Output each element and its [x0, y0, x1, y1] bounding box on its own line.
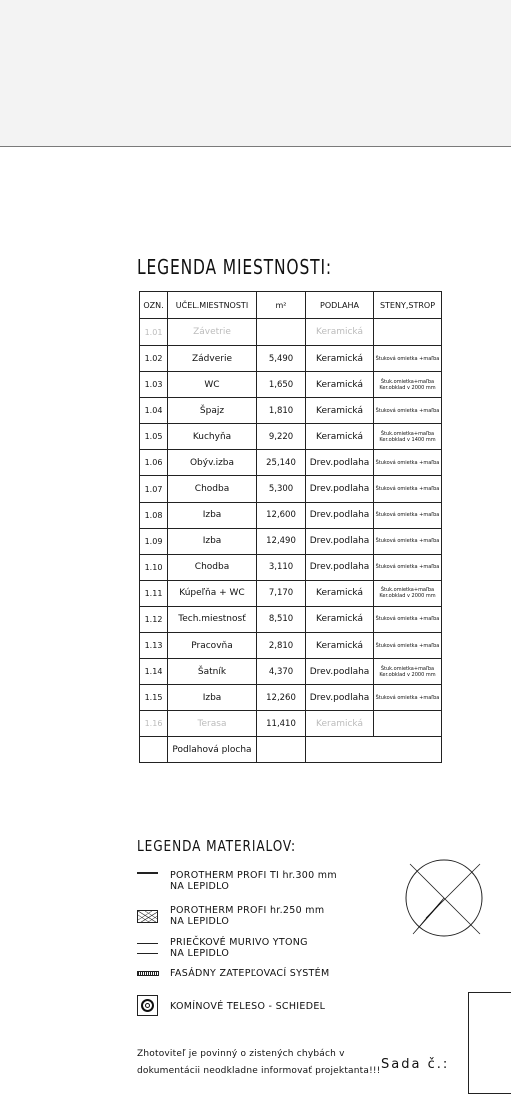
column-header: OZN.	[140, 292, 168, 319]
column-header: UČEL.MIESTNOSTI	[168, 292, 257, 319]
material-label: POROTHERM PROFI TI hr.300 mm NA LEPIDLO	[170, 870, 337, 892]
cell-floor: Drev.podlaha	[306, 450, 374, 476]
cell-walls: Štuk.omietka+maľba Ker.obklad v 2000 mm	[374, 580, 442, 606]
table-row	[140, 476, 442, 502]
cell-area: 1,650	[257, 372, 306, 398]
table-row	[140, 450, 442, 476]
cell-code: 1.15	[140, 685, 168, 711]
cell-name: Kuchyňa	[168, 424, 257, 450]
table-row	[140, 711, 442, 737]
cell-floor: Keramická	[306, 424, 374, 450]
cell-area: 8,510	[257, 606, 306, 632]
cell-floor: Drev.podlaha	[306, 685, 374, 711]
table-row	[140, 580, 442, 606]
cell-walls: Štuk.omietka+maľba Ker.obklad v 2000 mm	[374, 372, 442, 398]
cell-floor: Keramická	[306, 319, 374, 346]
table-row	[140, 528, 442, 554]
cell-floor: Keramická	[306, 398, 374, 424]
cell-walls: Štuk.omietka+maľba Ker.obklad v 1400 mm	[374, 424, 442, 450]
cell-code: 1.08	[140, 502, 168, 528]
table-row	[140, 398, 442, 424]
cell-floor: Drev.podlaha	[306, 528, 374, 554]
cell-walls: Štuková omietka +maľba	[374, 476, 442, 502]
table-row	[140, 319, 442, 346]
cell-name: Zádverie	[168, 346, 257, 372]
chimney-icon	[137, 995, 158, 1016]
cell-name: Závetrie	[168, 319, 257, 346]
cell-area	[257, 319, 306, 346]
cell-name: Izba	[168, 502, 257, 528]
room-legend-title: LEGENDA MIESTNOSTI:	[137, 255, 332, 279]
striped-bar-icon	[137, 971, 159, 976]
material-label: PRIEČKOVÉ MURIVO YTONG NA LEPIDLO	[170, 937, 308, 959]
cell-floor: Keramická	[306, 372, 374, 398]
double-line-icon	[137, 943, 158, 944]
material-legend-title: LEGENDA MATERIALOV:	[137, 837, 297, 855]
room-legend-table	[139, 291, 442, 763]
table-row	[140, 606, 442, 632]
cell-area: 12,600	[257, 502, 306, 528]
cell-walls: Štuková omietka +maľba	[374, 346, 442, 372]
cell-code: 1.13	[140, 633, 168, 659]
total-row	[140, 737, 442, 763]
cell-area: 12,490	[257, 528, 306, 554]
cell-floor: Keramická	[306, 346, 374, 372]
cell-name: Izba	[168, 685, 257, 711]
cell-code: 1.11	[140, 580, 168, 606]
cell-area: 2,810	[257, 633, 306, 659]
cell-code: 1.04	[140, 398, 168, 424]
title-block-frame	[468, 992, 511, 1094]
table-row	[140, 633, 442, 659]
cell-walls: Štuková omietka +maľba	[374, 528, 442, 554]
cell-name: Chodba	[168, 554, 257, 580]
cell-name: Terasa	[168, 711, 257, 737]
material-label: FASÁDNY ZATEPĽOVACÍ SYSTÉM	[170, 968, 330, 979]
cell-code: 1.14	[140, 659, 168, 685]
table-row	[140, 502, 442, 528]
cell-area: 1,810	[257, 398, 306, 424]
cell-floor: Drev.podlaha	[306, 502, 374, 528]
table-row	[140, 372, 442, 398]
cell-area: 5,300	[257, 476, 306, 502]
cell-area: 5,490	[257, 346, 306, 372]
table-row	[140, 659, 442, 685]
cell-walls	[374, 711, 442, 737]
cell-name: Izba	[168, 528, 257, 554]
cell-walls: Štuková omietka +maľba	[374, 450, 442, 476]
double-line-icon	[137, 953, 158, 954]
cell-code: 1.12	[140, 606, 168, 632]
cell-code: 1.01	[140, 319, 168, 346]
cell-area: 9,220	[257, 424, 306, 450]
hatched-box-icon	[137, 910, 158, 923]
total-label: Podlahová plocha	[168, 737, 257, 763]
cell-area: 11,410	[257, 711, 306, 737]
cell-area: 4,370	[257, 659, 306, 685]
cell-floor: Drev.podlaha	[306, 659, 374, 685]
cell-floor: Keramická	[306, 580, 374, 606]
cell-walls: Štuková omietka +maľba	[374, 633, 442, 659]
set-number-label: Sada č.:	[381, 1057, 450, 1072]
cell-floor: Drev.podlaha	[306, 476, 374, 502]
cell-name: Pracovňa	[168, 633, 257, 659]
material-label: KOMÍNOVÉ TELESO - SCHIEDEL	[170, 1001, 326, 1012]
table-row	[140, 554, 442, 580]
cell-name: Obýv.izba	[168, 450, 257, 476]
cell-walls: Štuková omietka +maľba	[374, 685, 442, 711]
column-header: PODLAHA	[306, 292, 374, 319]
cell-floor: Keramická	[306, 711, 374, 737]
column-header: m²	[257, 292, 306, 319]
cell-walls	[374, 319, 442, 346]
cell-walls: Štuková omietka +maľba	[374, 606, 442, 632]
top-blank-band	[0, 0, 511, 147]
cell-name: Šatník	[168, 659, 257, 685]
cell-code: 1.16	[140, 711, 168, 737]
cell-floor: Drev.podlaha	[306, 554, 374, 580]
cell-code: 1.05	[140, 424, 168, 450]
cell-walls: Štuk.omietka+maľba Ker.obklad v 2000 mm	[374, 659, 442, 685]
cell-code: 1.10	[140, 554, 168, 580]
north-arrow-icon	[402, 856, 488, 942]
cell-name: Špajz	[168, 398, 257, 424]
cell-name: Kúpeľňa + WC	[168, 580, 257, 606]
cell-name: Chodba	[168, 476, 257, 502]
material-label: POROTHERM PROFI hr.250 mm NA LEPIDLO	[170, 905, 325, 927]
cell-code: 1.03	[140, 372, 168, 398]
cell-name: Tech.miestnosť	[168, 606, 257, 632]
cell-area: 25,140	[257, 450, 306, 476]
table-row	[140, 685, 442, 711]
cell-code: 1.06	[140, 450, 168, 476]
cell-code: 1.09	[140, 528, 168, 554]
cell-name: WC	[168, 372, 257, 398]
table-header-row	[140, 292, 442, 319]
cell-walls: Štuková omietka +maľba	[374, 554, 442, 580]
column-header: STENY,STROP	[374, 292, 442, 319]
table-row	[140, 346, 442, 372]
thick-line-icon	[137, 872, 158, 874]
cell-floor: Keramická	[306, 606, 374, 632]
cell-area: 7,170	[257, 580, 306, 606]
cell-walls: Štuková omietka +maľba	[374, 502, 442, 528]
cell-code: 1.02	[140, 346, 168, 372]
cell-floor: Keramická	[306, 633, 374, 659]
table-row	[140, 424, 442, 450]
cell-area: 3,110	[257, 554, 306, 580]
cell-code: 1.07	[140, 476, 168, 502]
cell-area: 12,260	[257, 685, 306, 711]
cell-walls: Štuková omietka +maľba	[374, 398, 442, 424]
contractor-note: Zhotoviteľ je povinný o zistených chybách v dokumentácii neodkladne informovať projektanta!!!	[137, 1049, 381, 1076]
